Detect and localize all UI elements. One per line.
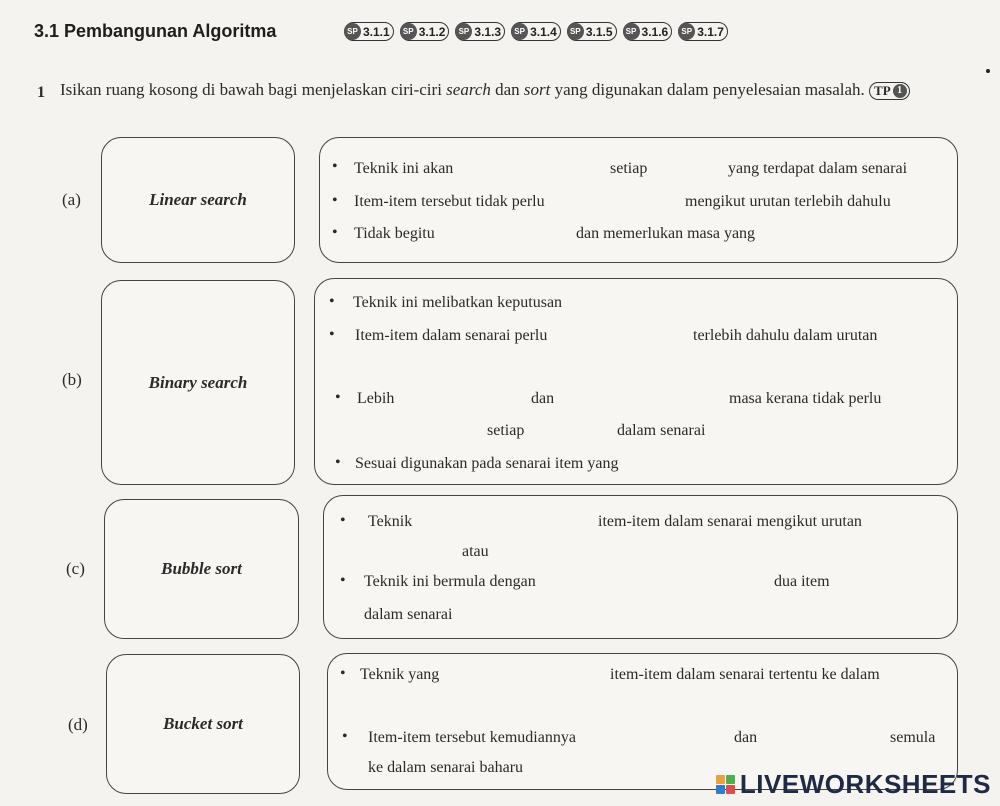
term-box: Binary search [101,280,295,485]
bullet-icon: • [335,389,341,406]
sp-icon: SP [567,23,584,40]
line-segment: atau [462,543,489,560]
bullet-icon: • [332,158,338,175]
bullet-icon: • [340,512,346,529]
sp-badge: SP 3.1.4 [511,22,561,41]
liveworksheets-logo-icon [716,775,735,794]
sp-icon: SP [678,23,695,40]
sp-badge: SP 3.1.7 [678,22,728,41]
line-segment: terlebih dahulu dalam urutan [693,327,878,344]
item-letter: (c) [66,559,85,578]
sp-badge: SP 3.1.6 [623,22,673,41]
description-box [319,137,958,263]
line-segment: dalam senarai [364,606,453,623]
watermark-text: LIVEWORKSHEETS [739,769,991,799]
sp-icon: SP [344,23,361,40]
bullet-icon: • [340,665,346,682]
line-segment: Item-item tersebut tidak perlu [354,193,545,210]
bullet-icon: • [329,293,335,310]
line-segment: yang terdapat dalam senarai [728,160,908,177]
line-segment: Teknik ini akan [354,160,454,177]
item-letter: (b) [62,370,82,389]
bullet-icon: • [340,572,346,589]
sp-badge: SP 3.1.1 [344,22,394,41]
liveworksheets-watermark [716,769,991,800]
line-segment: dalam senarai [617,422,706,439]
stray-mark [986,69,990,73]
line-segment: Tidak begitu [354,225,435,242]
sp-icon: SP [455,23,472,40]
line-segment: Teknik yang [360,666,440,683]
term-box: Bucket sort [106,654,300,794]
term-box: Linear search [101,137,295,263]
description-box [314,278,958,485]
line-segment: Teknik ini bermula dengan [364,573,536,590]
description-box [323,495,958,639]
line-segment: dan [531,390,555,407]
line-segment: Item-item dalam senarai perlu [355,327,548,344]
line-segment: Item-item tersebut kemudiannya [368,729,576,746]
sp-icon: SP [623,23,640,40]
line-segment: dua item [774,573,830,590]
line-segment: item-item dalam senarai tertentu ke dalam [610,666,880,683]
sp-icon: SP [400,23,417,40]
sp-badge: SP 3.1.5 [567,22,617,41]
term-box: Bubble sort [104,499,299,639]
line-segment: dan memerlukan masa yang [576,225,756,242]
line-segment: setiap [487,422,525,439]
bullet-icon: • [335,454,341,471]
section-title: 3.1 Pembangunan Algoritma [34,21,277,41]
line-segment: masa kerana tidak perlu [729,390,882,407]
line-segment: semula [890,729,936,746]
line-segment: mengikut urutan terlebih dahulu [685,193,891,210]
sp-badge: SP 3.1.2 [400,22,450,41]
question-text: Isikan ruang kosong di bawah bagi menjelaskan ciri-ciri search dan sort yang digunakan dalam penyelesaian masalah. TP 1 [60,79,960,101]
line-segment: Teknik ini melibatkan keputusan [353,294,563,311]
item-letter: (d) [68,715,88,734]
tp-badge: TP 1 [869,82,910,100]
line-segment: item-item dalam senarai mengikut urutan [598,513,862,530]
line-segment: Teknik [368,513,413,530]
line-segment: ke dalam senarai baharu [368,759,524,776]
bullet-icon: • [342,728,348,745]
tp-level-icon: 1 [893,84,907,98]
sp-badge: SP 3.1.3 [455,22,505,41]
question-number: 1 [37,84,45,101]
sp-badge-row [344,22,728,41]
bullet-icon: • [329,326,335,343]
sp-icon: SP [511,23,528,40]
line-segment: Sesuai digunakan pada senarai item yang [355,455,619,472]
line-segment: Lebih [357,390,395,407]
line-segment: setiap [610,160,648,177]
bullet-icon: • [332,192,338,209]
line-segment: dan [734,729,758,746]
bullet-icon: • [332,224,338,241]
item-letter: (a) [62,190,81,209]
